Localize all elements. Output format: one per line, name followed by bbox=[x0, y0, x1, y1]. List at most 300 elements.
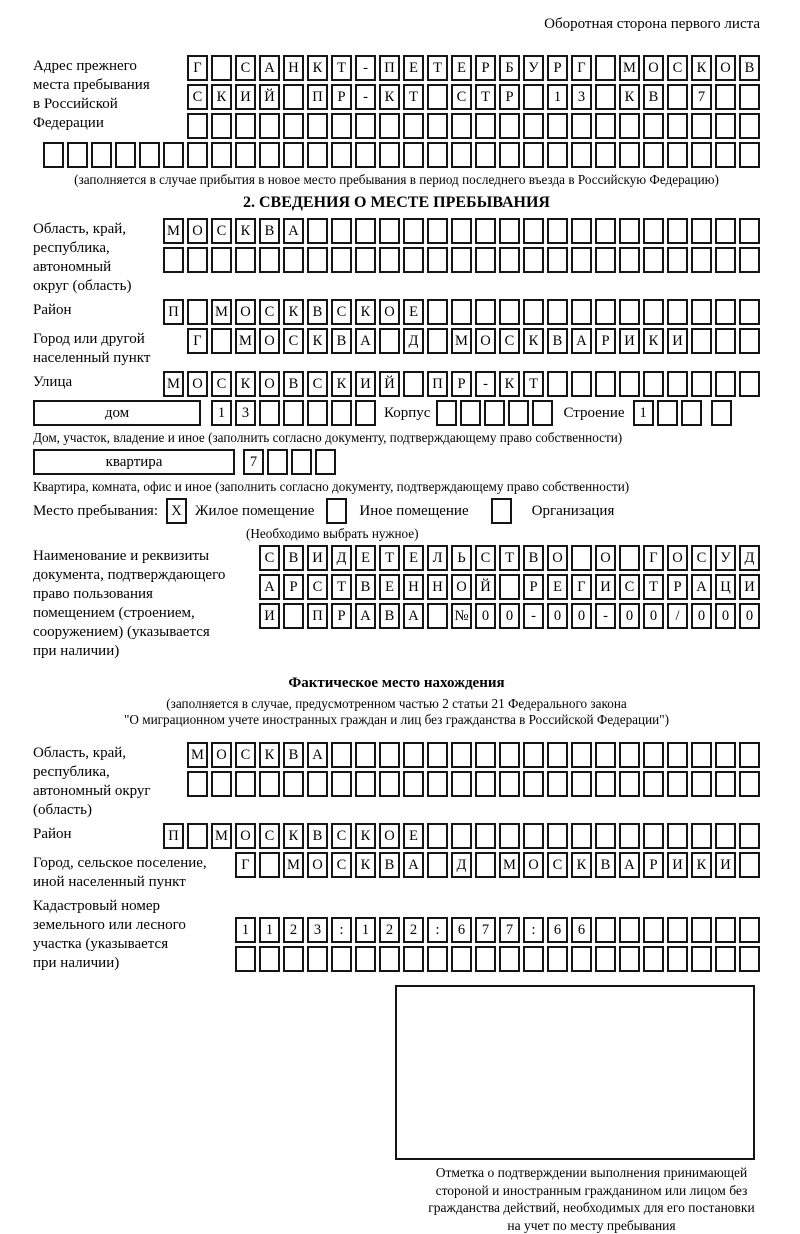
char-box[interactable] bbox=[475, 742, 496, 768]
char-box[interactable]: В bbox=[283, 371, 304, 397]
char-box[interactable]: А bbox=[355, 328, 376, 354]
char-box[interactable]: А bbox=[355, 603, 376, 629]
char-box[interactable] bbox=[619, 917, 640, 943]
char-box[interactable]: Р bbox=[667, 574, 688, 600]
char-box[interactable]: Т bbox=[427, 55, 448, 81]
char-box[interactable] bbox=[307, 771, 328, 797]
char-box[interactable] bbox=[211, 142, 232, 168]
char-box[interactable]: К bbox=[691, 852, 712, 878]
char-box[interactable] bbox=[259, 946, 280, 972]
char-box[interactable] bbox=[307, 400, 328, 426]
char-box[interactable]: О bbox=[211, 742, 232, 768]
char-box[interactable]: А bbox=[283, 218, 304, 244]
char-box[interactable]: 1 bbox=[355, 917, 376, 943]
char-box[interactable]: 3 bbox=[235, 400, 256, 426]
char-box[interactable] bbox=[499, 574, 520, 600]
char-box[interactable] bbox=[523, 823, 544, 849]
char-box[interactable]: Р bbox=[523, 574, 544, 600]
char-box[interactable] bbox=[739, 142, 760, 168]
char-box[interactable] bbox=[739, 371, 760, 397]
char-box[interactable]: В bbox=[379, 852, 400, 878]
char-box[interactable] bbox=[307, 142, 328, 168]
char-box[interactable]: К bbox=[643, 328, 664, 354]
char-box[interactable] bbox=[691, 218, 712, 244]
char-box[interactable] bbox=[211, 328, 232, 354]
char-box[interactable]: Р bbox=[643, 852, 664, 878]
char-box[interactable] bbox=[499, 771, 520, 797]
char-box[interactable]: И bbox=[739, 574, 760, 600]
char-box[interactable] bbox=[451, 823, 472, 849]
char-box[interactable] bbox=[235, 946, 256, 972]
char-box[interactable] bbox=[163, 247, 184, 273]
char-box[interactable]: - bbox=[475, 371, 496, 397]
char-box[interactable] bbox=[619, 247, 640, 273]
char-box[interactable] bbox=[643, 247, 664, 273]
char-box[interactable]: А bbox=[403, 852, 424, 878]
char-box[interactable]: М bbox=[211, 823, 232, 849]
char-box[interactable] bbox=[307, 113, 328, 139]
char-box[interactable] bbox=[691, 917, 712, 943]
char-box[interactable]: Т bbox=[523, 371, 544, 397]
char-box[interactable] bbox=[715, 113, 736, 139]
char-box[interactable] bbox=[460, 400, 481, 426]
char-box[interactable]: Р bbox=[547, 55, 568, 81]
char-box[interactable] bbox=[523, 142, 544, 168]
char-box[interactable] bbox=[643, 142, 664, 168]
char-box[interactable] bbox=[739, 771, 760, 797]
char-box[interactable]: Т bbox=[499, 545, 520, 571]
char-box[interactable] bbox=[283, 113, 304, 139]
char-box[interactable]: : bbox=[523, 917, 544, 943]
char-box[interactable] bbox=[427, 852, 448, 878]
char-box[interactable]: И bbox=[307, 545, 328, 571]
char-box[interactable] bbox=[283, 946, 304, 972]
char-box[interactable]: 7 bbox=[691, 84, 712, 110]
char-box[interactable] bbox=[403, 218, 424, 244]
char-box[interactable] bbox=[187, 299, 208, 325]
char-box[interactable]: Т bbox=[331, 574, 352, 600]
stay-type-checkbox-residential[interactable]: X bbox=[166, 498, 187, 524]
char-box[interactable]: Е bbox=[403, 299, 424, 325]
char-box[interactable] bbox=[355, 113, 376, 139]
char-box[interactable]: С bbox=[667, 55, 688, 81]
char-box[interactable] bbox=[595, 218, 616, 244]
char-box[interactable]: Р bbox=[331, 84, 352, 110]
char-box[interactable]: 7 bbox=[243, 449, 264, 475]
char-box[interactable] bbox=[355, 400, 376, 426]
char-box[interactable] bbox=[571, 823, 592, 849]
char-box[interactable]: : bbox=[331, 917, 352, 943]
char-box[interactable] bbox=[547, 771, 568, 797]
char-box[interactable] bbox=[187, 823, 208, 849]
char-box[interactable] bbox=[667, 946, 688, 972]
char-box[interactable]: О bbox=[379, 299, 400, 325]
char-box[interactable] bbox=[571, 247, 592, 273]
char-box[interactable] bbox=[211, 771, 232, 797]
char-box[interactable] bbox=[475, 113, 496, 139]
char-box[interactable] bbox=[595, 371, 616, 397]
char-box[interactable] bbox=[379, 771, 400, 797]
char-box[interactable] bbox=[43, 142, 64, 168]
char-box[interactable]: С bbox=[691, 545, 712, 571]
char-box[interactable]: Г bbox=[643, 545, 664, 571]
char-box[interactable] bbox=[499, 299, 520, 325]
char-box[interactable] bbox=[571, 545, 592, 571]
char-box[interactable]: К bbox=[355, 299, 376, 325]
char-box[interactable] bbox=[595, 946, 616, 972]
char-box[interactable] bbox=[315, 449, 336, 475]
char-box[interactable] bbox=[379, 113, 400, 139]
char-box[interactable] bbox=[619, 299, 640, 325]
char-box[interactable] bbox=[681, 400, 702, 426]
char-box[interactable] bbox=[331, 946, 352, 972]
char-box[interactable] bbox=[427, 946, 448, 972]
char-box[interactable] bbox=[643, 771, 664, 797]
char-box[interactable]: О bbox=[307, 852, 328, 878]
char-box[interactable]: Р bbox=[451, 371, 472, 397]
char-box[interactable] bbox=[547, 218, 568, 244]
char-box[interactable] bbox=[691, 946, 712, 972]
char-box[interactable]: С bbox=[283, 328, 304, 354]
char-box[interactable]: С bbox=[211, 218, 232, 244]
char-box[interactable]: Р bbox=[499, 84, 520, 110]
char-box[interactable] bbox=[187, 771, 208, 797]
char-box[interactable] bbox=[475, 142, 496, 168]
char-box[interactable]: А bbox=[259, 574, 280, 600]
char-box[interactable] bbox=[267, 449, 288, 475]
char-box[interactable]: А bbox=[571, 328, 592, 354]
char-box[interactable]: : bbox=[427, 917, 448, 943]
char-box[interactable] bbox=[739, 328, 760, 354]
char-box[interactable]: Е bbox=[403, 55, 424, 81]
char-box[interactable] bbox=[379, 328, 400, 354]
char-box[interactable] bbox=[283, 142, 304, 168]
char-box[interactable]: П bbox=[379, 55, 400, 81]
char-box[interactable] bbox=[331, 771, 352, 797]
char-box[interactable] bbox=[523, 247, 544, 273]
char-box[interactable] bbox=[499, 113, 520, 139]
char-box[interactable]: 1 bbox=[211, 400, 232, 426]
char-box[interactable] bbox=[667, 742, 688, 768]
char-box[interactable]: И bbox=[235, 84, 256, 110]
char-box[interactable]: Е bbox=[451, 55, 472, 81]
char-box[interactable] bbox=[331, 218, 352, 244]
char-box[interactable] bbox=[499, 823, 520, 849]
char-box[interactable]: П bbox=[163, 299, 184, 325]
char-box[interactable]: Р bbox=[475, 55, 496, 81]
char-box[interactable] bbox=[451, 142, 472, 168]
char-box[interactable]: С bbox=[259, 823, 280, 849]
char-box[interactable] bbox=[451, 113, 472, 139]
char-box[interactable] bbox=[595, 823, 616, 849]
char-box[interactable] bbox=[643, 946, 664, 972]
char-box[interactable] bbox=[715, 299, 736, 325]
char-box[interactable] bbox=[667, 113, 688, 139]
char-box[interactable] bbox=[571, 946, 592, 972]
char-box[interactable] bbox=[235, 142, 256, 168]
char-box[interactable] bbox=[403, 142, 424, 168]
char-box[interactable] bbox=[259, 142, 280, 168]
char-box[interactable] bbox=[691, 742, 712, 768]
char-box[interactable]: К bbox=[379, 84, 400, 110]
char-box[interactable] bbox=[643, 917, 664, 943]
char-box[interactable]: Е bbox=[355, 545, 376, 571]
char-box[interactable] bbox=[291, 449, 312, 475]
char-box[interactable] bbox=[667, 142, 688, 168]
char-box[interactable]: К bbox=[619, 84, 640, 110]
char-box[interactable] bbox=[475, 247, 496, 273]
char-box[interactable]: - bbox=[355, 84, 376, 110]
char-box[interactable] bbox=[499, 742, 520, 768]
char-box[interactable]: И bbox=[259, 603, 280, 629]
char-box[interactable]: С bbox=[235, 55, 256, 81]
char-box[interactable]: К bbox=[355, 823, 376, 849]
char-box[interactable] bbox=[523, 742, 544, 768]
char-box[interactable] bbox=[739, 247, 760, 273]
char-box[interactable]: 2 bbox=[283, 917, 304, 943]
char-box[interactable] bbox=[355, 247, 376, 273]
char-box[interactable]: С bbox=[331, 852, 352, 878]
char-box[interactable]: В bbox=[547, 328, 568, 354]
char-box[interactable] bbox=[547, 371, 568, 397]
char-box[interactable]: - bbox=[355, 55, 376, 81]
char-box[interactable] bbox=[67, 142, 88, 168]
char-box[interactable] bbox=[379, 218, 400, 244]
char-box[interactable]: Й bbox=[379, 371, 400, 397]
char-box[interactable]: В bbox=[283, 742, 304, 768]
char-box[interactable]: О bbox=[667, 545, 688, 571]
char-box[interactable]: С bbox=[307, 371, 328, 397]
char-box[interactable]: 0 bbox=[643, 603, 664, 629]
char-box[interactable]: М bbox=[163, 218, 184, 244]
char-box[interactable] bbox=[691, 771, 712, 797]
char-box[interactable] bbox=[235, 771, 256, 797]
char-box[interactable] bbox=[355, 742, 376, 768]
char-box[interactable]: П bbox=[427, 371, 448, 397]
char-box[interactable] bbox=[667, 299, 688, 325]
char-box[interactable]: Д bbox=[331, 545, 352, 571]
char-box[interactable] bbox=[643, 299, 664, 325]
char-box[interactable] bbox=[379, 142, 400, 168]
char-box[interactable]: Р bbox=[283, 574, 304, 600]
char-box[interactable] bbox=[547, 742, 568, 768]
char-box[interactable] bbox=[711, 400, 732, 426]
char-box[interactable] bbox=[355, 771, 376, 797]
char-box[interactable] bbox=[91, 142, 112, 168]
char-box[interactable] bbox=[379, 946, 400, 972]
char-box[interactable] bbox=[619, 545, 640, 571]
char-box[interactable] bbox=[715, 742, 736, 768]
stay-type-checkbox-organization[interactable] bbox=[491, 498, 512, 524]
char-box[interactable] bbox=[484, 400, 505, 426]
char-box[interactable] bbox=[643, 823, 664, 849]
char-box[interactable] bbox=[619, 742, 640, 768]
char-box[interactable]: С bbox=[475, 545, 496, 571]
char-box[interactable]: М bbox=[283, 852, 304, 878]
char-box[interactable]: П bbox=[307, 84, 328, 110]
char-box[interactable] bbox=[715, 946, 736, 972]
char-box[interactable]: С bbox=[211, 371, 232, 397]
char-box[interactable]: 3 bbox=[307, 917, 328, 943]
char-box[interactable] bbox=[331, 400, 352, 426]
char-box[interactable] bbox=[427, 218, 448, 244]
char-box[interactable]: С bbox=[259, 545, 280, 571]
char-box[interactable]: 0 bbox=[715, 603, 736, 629]
char-box[interactable]: Е bbox=[403, 545, 424, 571]
char-box[interactable]: 1 bbox=[259, 917, 280, 943]
char-box[interactable] bbox=[451, 771, 472, 797]
char-box[interactable]: В bbox=[355, 574, 376, 600]
char-box[interactable]: Д bbox=[403, 328, 424, 354]
char-box[interactable] bbox=[451, 742, 472, 768]
char-box[interactable]: М bbox=[235, 328, 256, 354]
char-box[interactable] bbox=[595, 299, 616, 325]
char-box[interactable] bbox=[259, 771, 280, 797]
char-box[interactable] bbox=[571, 218, 592, 244]
char-box[interactable] bbox=[739, 218, 760, 244]
char-box[interactable]: К bbox=[499, 371, 520, 397]
char-box[interactable]: В bbox=[331, 328, 352, 354]
char-box[interactable] bbox=[547, 299, 568, 325]
char-box[interactable] bbox=[499, 946, 520, 972]
char-box[interactable] bbox=[451, 946, 472, 972]
char-box[interactable]: В bbox=[307, 299, 328, 325]
char-box[interactable]: 1 bbox=[235, 917, 256, 943]
char-box[interactable]: С bbox=[547, 852, 568, 878]
char-box[interactable] bbox=[523, 946, 544, 972]
char-box[interactable] bbox=[427, 84, 448, 110]
char-box[interactable]: П bbox=[163, 823, 184, 849]
char-box[interactable]: Т bbox=[475, 84, 496, 110]
char-box[interactable] bbox=[595, 113, 616, 139]
char-box[interactable] bbox=[523, 113, 544, 139]
char-box[interactable] bbox=[259, 113, 280, 139]
char-box[interactable]: 3 bbox=[571, 84, 592, 110]
char-box[interactable]: О bbox=[379, 823, 400, 849]
char-box[interactable] bbox=[657, 400, 678, 426]
char-box[interactable] bbox=[331, 742, 352, 768]
char-box[interactable] bbox=[715, 218, 736, 244]
char-box[interactable] bbox=[523, 84, 544, 110]
char-box[interactable] bbox=[283, 400, 304, 426]
char-box[interactable]: Р bbox=[331, 603, 352, 629]
char-box[interactable] bbox=[547, 113, 568, 139]
char-box[interactable] bbox=[355, 946, 376, 972]
char-box[interactable] bbox=[403, 771, 424, 797]
char-box[interactable] bbox=[619, 142, 640, 168]
char-box[interactable]: Т bbox=[643, 574, 664, 600]
char-box[interactable] bbox=[475, 852, 496, 878]
char-box[interactable]: Л bbox=[427, 545, 448, 571]
char-box[interactable] bbox=[547, 142, 568, 168]
char-box[interactable] bbox=[595, 55, 616, 81]
char-box[interactable] bbox=[307, 247, 328, 273]
char-box[interactable]: К bbox=[307, 55, 328, 81]
char-box[interactable] bbox=[667, 247, 688, 273]
char-box[interactable] bbox=[475, 823, 496, 849]
char-box[interactable]: И bbox=[355, 371, 376, 397]
char-box[interactable] bbox=[715, 328, 736, 354]
char-box[interactable]: О bbox=[259, 371, 280, 397]
char-box[interactable] bbox=[499, 218, 520, 244]
char-box[interactable]: Р bbox=[595, 328, 616, 354]
char-box[interactable]: И bbox=[715, 852, 736, 878]
char-box[interactable] bbox=[403, 742, 424, 768]
char-box[interactable]: И bbox=[667, 852, 688, 878]
char-box[interactable]: 6 bbox=[451, 917, 472, 943]
char-box[interactable]: Н bbox=[283, 55, 304, 81]
char-box[interactable] bbox=[595, 84, 616, 110]
char-box[interactable]: О bbox=[235, 299, 256, 325]
char-box[interactable] bbox=[739, 917, 760, 943]
char-box[interactable] bbox=[619, 946, 640, 972]
char-box[interactable]: Т bbox=[331, 55, 352, 81]
char-box[interactable] bbox=[451, 247, 472, 273]
char-box[interactable] bbox=[571, 742, 592, 768]
char-box[interactable] bbox=[307, 946, 328, 972]
char-box[interactable]: Ь bbox=[451, 545, 472, 571]
char-box[interactable]: 6 bbox=[571, 917, 592, 943]
char-box[interactable] bbox=[379, 742, 400, 768]
char-box[interactable]: М bbox=[619, 55, 640, 81]
char-box[interactable]: С bbox=[187, 84, 208, 110]
char-box[interactable]: К bbox=[307, 328, 328, 354]
char-box[interactable] bbox=[211, 55, 232, 81]
char-box[interactable] bbox=[619, 113, 640, 139]
char-box[interactable]: Б bbox=[499, 55, 520, 81]
char-box[interactable]: В bbox=[595, 852, 616, 878]
char-box[interactable]: 0 bbox=[499, 603, 520, 629]
char-box[interactable] bbox=[667, 771, 688, 797]
char-box[interactable] bbox=[139, 142, 160, 168]
char-box[interactable] bbox=[547, 247, 568, 273]
char-box[interactable]: В bbox=[307, 823, 328, 849]
char-box[interactable]: Й bbox=[475, 574, 496, 600]
char-box[interactable] bbox=[211, 247, 232, 273]
char-box[interactable]: М bbox=[163, 371, 184, 397]
char-box[interactable]: Г bbox=[571, 574, 592, 600]
char-box[interactable] bbox=[619, 823, 640, 849]
char-box[interactable] bbox=[451, 218, 472, 244]
char-box[interactable] bbox=[595, 742, 616, 768]
char-box[interactable]: О bbox=[235, 823, 256, 849]
char-box[interactable]: Д bbox=[739, 545, 760, 571]
char-box[interactable] bbox=[571, 371, 592, 397]
char-box[interactable] bbox=[508, 400, 529, 426]
char-box[interactable] bbox=[691, 328, 712, 354]
char-box[interactable] bbox=[427, 823, 448, 849]
char-box[interactable] bbox=[283, 771, 304, 797]
char-box[interactable]: 6 bbox=[547, 917, 568, 943]
char-box[interactable] bbox=[403, 247, 424, 273]
char-box[interactable]: П bbox=[307, 603, 328, 629]
char-box[interactable] bbox=[475, 771, 496, 797]
char-box[interactable]: 0 bbox=[475, 603, 496, 629]
char-box[interactable] bbox=[283, 603, 304, 629]
char-box[interactable] bbox=[643, 371, 664, 397]
char-box[interactable] bbox=[163, 142, 184, 168]
char-box[interactable] bbox=[547, 946, 568, 972]
char-box[interactable] bbox=[403, 946, 424, 972]
char-box[interactable]: О bbox=[523, 852, 544, 878]
char-box[interactable]: О bbox=[187, 371, 208, 397]
char-box[interactable] bbox=[427, 771, 448, 797]
char-box[interactable] bbox=[715, 823, 736, 849]
char-box[interactable] bbox=[259, 400, 280, 426]
char-box[interactable] bbox=[379, 247, 400, 273]
char-box[interactable] bbox=[331, 113, 352, 139]
char-box[interactable]: 7 bbox=[499, 917, 520, 943]
